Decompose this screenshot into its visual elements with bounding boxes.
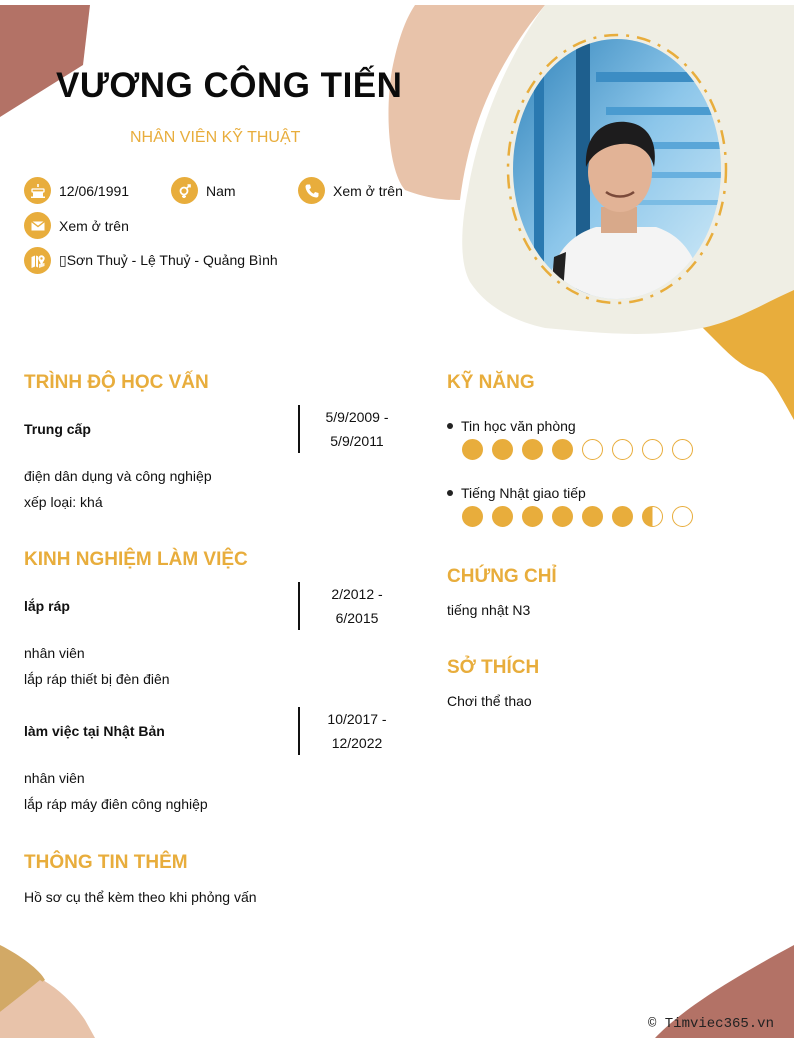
birthday-item	[24, 177, 129, 204]
email-value: Xem ở trên	[59, 217, 129, 234]
experience-date-end: 6/2015	[335, 610, 379, 626]
address-value: ▯Sơn Thuỷ - Lệ Thuỷ - Quảng Bình	[59, 252, 278, 268]
profile-photo	[506, 32, 728, 306]
additional-info-text: Hồ sơ cụ thể kèm theo khi phỏng vấn	[24, 889, 257, 905]
experience-detail: lắp ráp thiết bị đèn điên	[24, 671, 170, 687]
experience-date-end: 12/2022	[331, 735, 383, 751]
additional-info-section-title: THÔNG TIN THÊM	[24, 852, 188, 873]
gender-value: Nam	[206, 182, 236, 199]
education-date-end: 5/9/2011	[330, 433, 384, 449]
skills-section-title: KỸ NĂNG	[447, 372, 535, 393]
rating-dot-filled	[492, 439, 513, 460]
rating-dot-filled	[462, 506, 483, 527]
rating-dot-filled	[582, 506, 603, 527]
certificates-section-title: CHỨNG CHỈ	[447, 566, 557, 587]
gender-item	[171, 177, 236, 204]
education-section-title: TRÌNH ĐỘ HỌC VẤN	[24, 372, 209, 393]
candidate-name: VƯƠNG CÔNG TIẾN	[56, 66, 403, 105]
rating-dot-empty	[582, 439, 603, 460]
skill-item	[447, 485, 586, 501]
hobbies-text: Chơi thể thao	[447, 693, 532, 709]
experience-detail: nhân viên	[24, 770, 85, 786]
education-detail: điện dân dụng và công nghiệp	[24, 468, 212, 484]
rating-dot-empty	[642, 439, 663, 460]
map-pin-icon	[24, 247, 51, 274]
skill-rating	[462, 506, 702, 527]
job-position: NHÂN VIÊN KỸ THUẬT	[130, 129, 301, 146]
phone-value: Xem ở trên	[333, 182, 403, 199]
experience-company: làm việc tại Nhật Bản	[24, 723, 165, 739]
bullet-icon	[447, 490, 453, 496]
education-date	[298, 405, 408, 453]
experience-date	[298, 582, 408, 630]
certificate-text: tiếng nhật N3	[447, 602, 531, 618]
rating-dot-filled	[492, 506, 513, 527]
experience-section-title: KINH NGHIỆM LÀM VIỆC	[24, 549, 248, 570]
skill-name: Tiếng Nhật giao tiếp	[461, 485, 586, 501]
rating-dot-empty	[612, 439, 633, 460]
phone-icon	[298, 177, 325, 204]
bullet-icon	[447, 423, 453, 429]
education-date-start: 5/9/2009 -	[325, 409, 389, 425]
address-item	[24, 247, 278, 274]
rating-dot-filled	[462, 439, 483, 460]
gender-icon	[171, 177, 198, 204]
envelope-icon	[24, 212, 51, 239]
watermark: © Timviec365.vn	[647, 1016, 774, 1032]
experience-company: lắp ráp	[24, 598, 70, 614]
rating-dot-filled	[522, 439, 543, 460]
email-item	[24, 212, 129, 239]
rating-dot-filled	[552, 506, 573, 527]
education-detail: xếp loại: khá	[24, 494, 103, 510]
rating-dot-filled	[612, 506, 633, 527]
experience-detail: lắp ráp máy điên công nghiệp	[24, 796, 208, 812]
phone-item	[298, 177, 403, 204]
experience-date-start: 10/2017 -	[327, 711, 387, 727]
hobbies-section-title: SỞ THÍCH	[447, 657, 540, 678]
rating-dot-empty	[672, 439, 693, 460]
skill-rating	[462, 439, 702, 460]
profile-photo-image	[506, 32, 728, 306]
rating-dot-empty	[672, 506, 693, 527]
rating-dot-half	[642, 506, 663, 527]
rating-dot-filled	[552, 439, 573, 460]
experience-date	[298, 707, 408, 755]
birthday-value: 12/06/1991	[59, 182, 130, 199]
experience-detail: nhân viên	[24, 645, 85, 661]
skill-item	[447, 418, 576, 434]
rating-dot-filled	[522, 506, 543, 527]
education-school: Trung cấp	[24, 421, 91, 437]
experience-date-start: 2/2012 -	[331, 586, 383, 602]
birthday-cake-icon	[24, 177, 51, 204]
skill-name: Tin học văn phòng	[461, 418, 576, 434]
